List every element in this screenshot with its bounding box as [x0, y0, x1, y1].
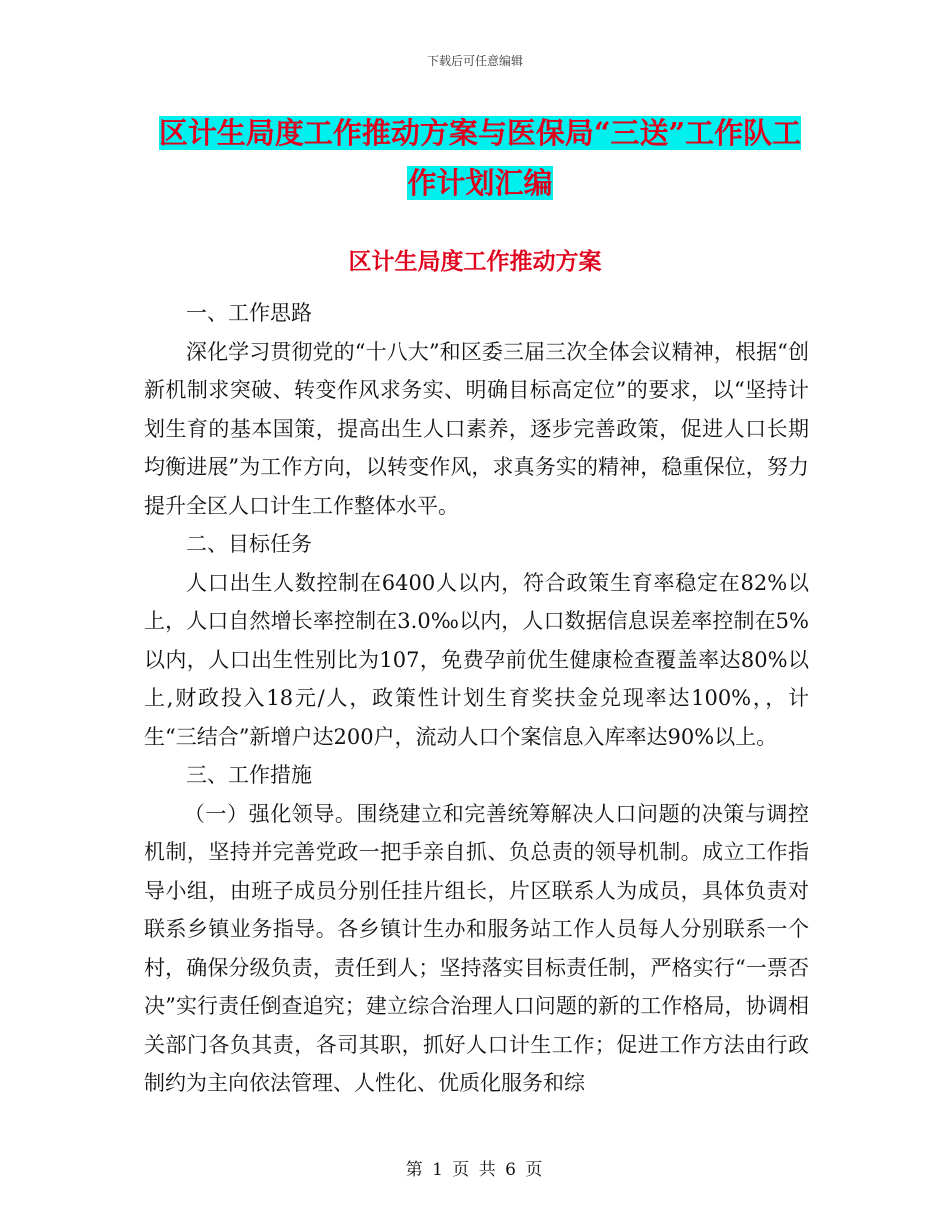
section-title: 区计生局度工作推动方案: [348, 248, 602, 275]
document-title: [150, 108, 810, 208]
header-note: 下载后可任意编辑: [426, 54, 523, 68]
heading-work-measures: 三、工作措施: [186, 763, 312, 787]
heading-work-ideas: 一、工作思路: [186, 301, 312, 325]
paragraph-strengthen-leadership: （一）强化领导。围绕建立和完善统筹解决人口问题的决策与调控机制，坚持并完善党政一把手亲自抓、负总责的领导机制。成立工作指导小组，由班子成员分别任挂片组长，片区联系人为成员，具体负责对联系乡镇业务指导。各乡镇计生办和服务站工作人员每人分别联系一个村，确保分级负责，责任到人；坚持落实目标责任制，严格实行“一票否决”实行责任倒查追究；建立综合治理人口问题的新的工作格局，协调相关部门各负其责，各司其职，抓好人口计生工作；促进工作方法由行政制约为主向依法管理、人性化、优质化服务和综: [144, 801, 809, 1095]
document-title-line-2: 作计划汇编: [407, 166, 553, 200]
document-title-line-1: 区计生局度工作推动方案与医保局“三送”工作队工: [158, 116, 802, 150]
paragraph-target-tasks: 人口出生人数控制在6400人以内，符合政策生育率稳定在82%以上，人口自然增长率控制在3.0‰以内，人口数据信息误差率控制在5%以内，人口出生性别比为107，免费孕前优生健康检查覆盖率达80%以上,财政投入18元/人，政策性计划生育奖扶金兑现率达100%，，计生“三结合”新增户达200户，流动人口个案信息入库率达90%以上。: [144, 570, 809, 749]
paragraph-work-ideas: 深化学习贯彻党的“十八大”和区委三届三次全体会议精神，根据“创新机制求突破、转变作风求务实、明确目标高定位”的要求，以“坚持计划生育的基本国策，提高出生人口素养，逐步完善政策，促进人口长期均衡进展”为工作方向，以转变作风，求真务实的精神，稳重保位，努力提升全区人口计生工作整体水平。: [144, 339, 809, 518]
heading-target-tasks: 二、目标任务: [186, 532, 312, 556]
document-body: [144, 294, 809, 1103]
page-footer: 第 1 页 共 6 页: [405, 1160, 545, 1180]
